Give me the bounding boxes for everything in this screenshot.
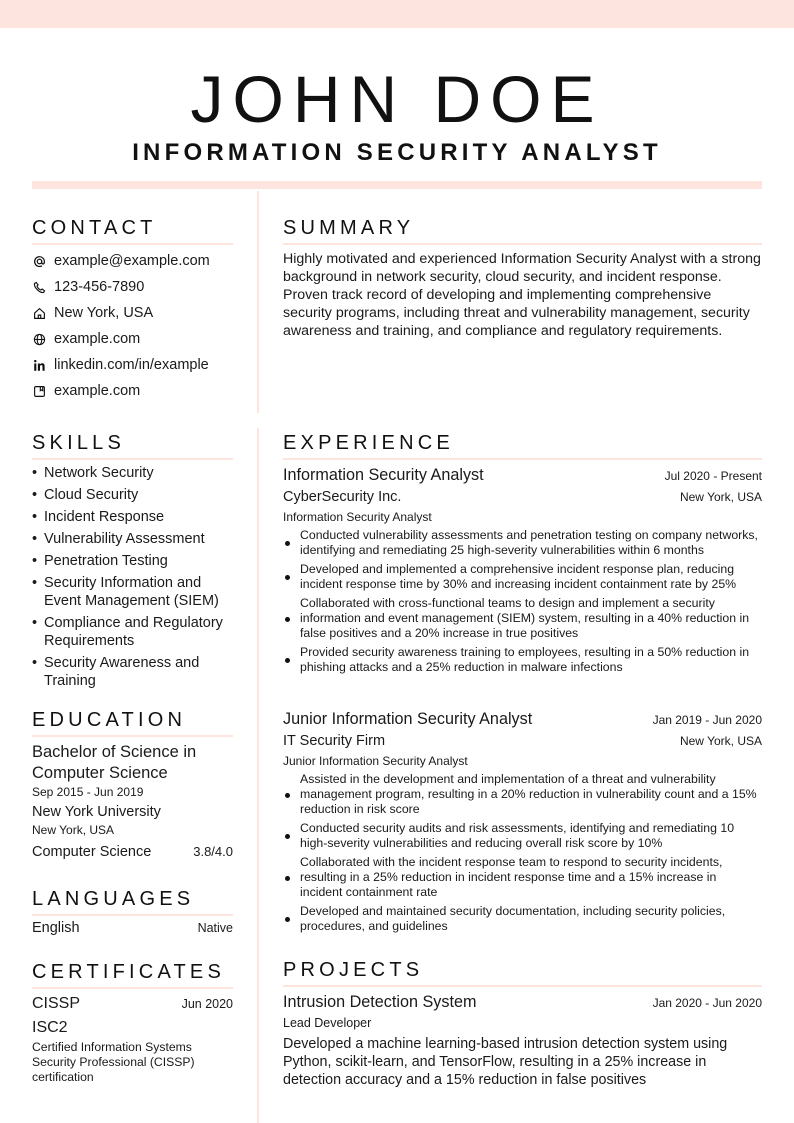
language-name: English — [32, 920, 80, 936]
summary-text: Highly motivated and experienced Information Security Analyst with a strong background in network security, cloud security, and incident response. Proven track record of developing and implementing comprehensive security programs, including threat and vulnerability management, security awareness and training, and compliance and regulatory requirements. — [283, 251, 761, 339]
certificate-date: Jun 2020 — [181, 997, 233, 1011]
job-location-2: New York, USA — [679, 734, 762, 748]
column-divider-bottom — [257, 428, 259, 1123]
project-role: Lead Developer — [283, 1016, 372, 1030]
experience-heading: EXPERIENCE — [283, 431, 762, 460]
language-level: Native — [197, 921, 233, 935]
job-company-2: IT Security Firm — [283, 733, 386, 749]
projects-heading: PROJECTS — [283, 958, 762, 987]
contact-linkedin-text: linkedin.com/in/example — [54, 357, 209, 373]
contact-portfolio-text: example.com — [54, 383, 141, 399]
contact-list — [32, 248, 242, 404]
certificate-name: CISSP — [32, 995, 81, 1012]
school-name: New York University — [32, 804, 161, 820]
contact-phone-text: 123-456-7890 — [54, 279, 145, 295]
certificates-list — [32, 994, 233, 1085]
school-location: New York, USA — [32, 823, 115, 837]
certificate-description: Certified Information Systems Security Professional (CISSP) certification — [32, 1040, 195, 1084]
contact-phone[interactable] — [32, 274, 242, 300]
degree: Bachelor of Science in Computer Science — [32, 743, 197, 782]
job-title-2: Junior Information Security Analyst — [283, 710, 533, 728]
gpa: 3.8/4.0 — [193, 844, 233, 859]
job-bullet: Provided security awareness training to employees, resulting in a 50% reduction in phishing attacks and a 25% reduction in malware infections — [283, 645, 762, 675]
skill-item: • Security Information and Event Management (SIEM) — [32, 574, 237, 610]
job-entry-1 — [283, 465, 762, 679]
languages-heading: LANGUAGES — [32, 887, 233, 916]
skill-item: • Network Security — [32, 464, 237, 482]
job-bullets-1 — [283, 528, 762, 675]
job-dates-2: Jan 2019 - Jun 2020 — [652, 713, 762, 727]
job-bullets-2 — [283, 772, 762, 934]
job-company-1: CyberSecurity Inc. — [283, 489, 402, 505]
skills-list — [32, 464, 237, 694]
job-bullet: Collaborated with cross-functional teams to design and implement a security information and event management (SIEM) system, resulting in a 40% reduction in false positives and a 20% increase in true positives — [283, 596, 762, 641]
language-item — [32, 920, 233, 936]
job-entry-2 — [283, 709, 762, 938]
job-bullet: Collaborated with the incident response team to respond to security incidents, resulting in a 25% reduction in incident response time and a 15% increase in incident containment rate — [283, 855, 762, 900]
education-entry — [32, 742, 233, 860]
contact-location — [32, 300, 242, 326]
header-divider — [32, 181, 762, 189]
job-bullet: Developed and maintained security documentation, including security policies, procedures, and guidelines — [283, 904, 762, 934]
at-icon — [32, 254, 46, 268]
linkedin-icon — [32, 358, 46, 372]
globe-icon — [32, 332, 46, 346]
job-bullet: Assisted in the development and implementation of a threat and vulnerability management program, resulting in a 20% reduction in vulnerability count and a 15% reduction in risk score — [283, 772, 762, 817]
contact-website-text: example.com — [54, 331, 141, 347]
job-bullet: Developed and implemented a comprehensive incident response plan, reducing incident response time by 30% and increasing incident containment rate by 25% — [283, 562, 762, 592]
skill-item: • Cloud Security — [32, 486, 237, 504]
job-bullet: Conducted vulnerability assessments and penetration testing on company networks, identifying and remediating 25 high-severity vulnerabilities within 6 months — [283, 528, 762, 558]
job-title-1: Information Security Analyst — [283, 466, 484, 484]
certificate-issuer: ISC2 — [32, 1019, 68, 1036]
skill-item: • Vulnerability Assessment — [32, 530, 237, 548]
column-divider-top — [257, 191, 259, 413]
skill-item: • Penetration Testing — [32, 552, 237, 570]
contact-portfolio[interactable] — [32, 378, 242, 404]
project-dates: Jan 2020 - Jun 2020 — [652, 996, 762, 1010]
education-dates: Sep 2015 - Jun 2019 — [32, 785, 144, 799]
skill-item: • Compliance and Regulatory Requirements — [32, 614, 237, 650]
skills-heading: SKILLS — [32, 431, 233, 460]
skill-item: • Security Awareness and Training — [32, 654, 237, 690]
contact-website[interactable] — [32, 326, 242, 352]
candidate-name: JOHN DOE — [190, 62, 604, 136]
education-heading: EDUCATION — [32, 708, 233, 737]
certificate-item — [32, 994, 233, 1014]
contact-email[interactable] — [32, 248, 242, 274]
summary-heading: SUMMARY — [283, 216, 762, 245]
top-accent-band — [0, 0, 794, 28]
certificates-heading: CERTIFICATES — [32, 960, 233, 989]
home-icon — [32, 306, 46, 320]
skill-item: • Incident Response — [32, 508, 237, 526]
portfolio-icon — [32, 384, 46, 398]
contact-linkedin[interactable] — [32, 352, 242, 378]
project-entry — [283, 992, 762, 1089]
contact-heading: CONTACT — [32, 216, 233, 245]
job-role-2: Junior Information Security Analyst — [283, 754, 468, 768]
project-description: Developed a machine learning-based intrusion detection system using Python, scikit-learn, and TensorFlow, resulting in a 25% increase in detection accuracy and a 15% reduction in false positives — [283, 1036, 728, 1088]
contact-location-text: New York, USA — [54, 305, 154, 321]
job-role-1: Information Security Analyst — [283, 510, 432, 524]
contact-email-text: example@example.com — [54, 253, 210, 269]
project-title: Intrusion Detection System — [283, 993, 477, 1011]
job-location-1: New York, USA — [679, 490, 762, 504]
job-bullet: Conducted security audits and risk assessments, identifying and remediating 10 high-severity vulnerabilities and reducing overall risk score by 10% — [283, 821, 762, 851]
major: Computer Science — [32, 844, 152, 860]
major-row — [32, 844, 233, 860]
phone-icon — [32, 280, 46, 294]
job-title: INFORMATION SECURITY ANALYST — [132, 139, 662, 166]
job-dates-1: Jul 2020 - Present — [664, 469, 762, 483]
